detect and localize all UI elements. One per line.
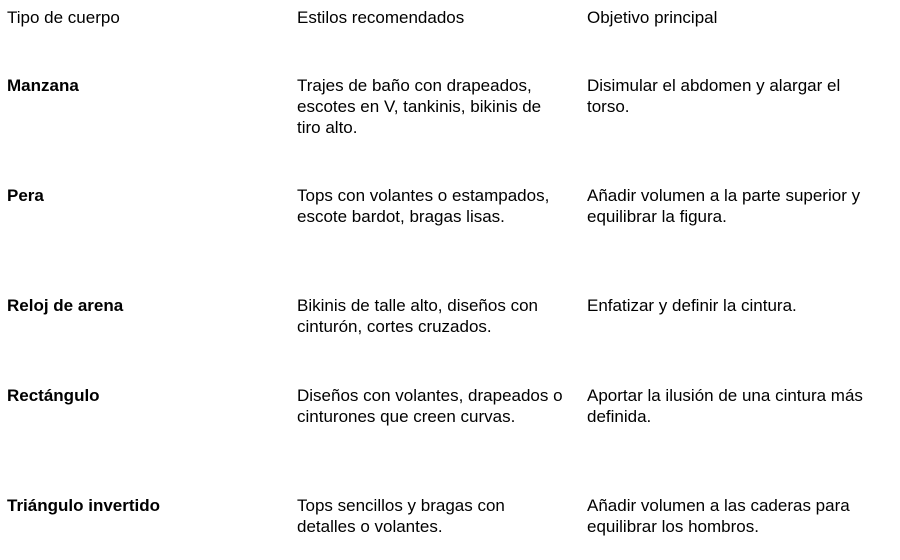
header-recommended-styles: Estilos recomendados: [297, 8, 465, 27]
goal-cell: Aportar la ilusión de una cintura más definida.: [587, 386, 863, 426]
styles-cell: Bikinis de talle alto, diseños con cinturón, cortes cruzados.: [297, 296, 538, 336]
goal-cell: Disimular el abdomen y alargar el torso.: [587, 76, 841, 116]
header-main-goal: Objetivo principal: [587, 8, 718, 27]
body-type-cell: Pera: [7, 186, 44, 205]
body-type-cell: Reloj de arena: [7, 296, 124, 315]
table-header-row: [0, 7, 900, 31]
goal-cell: Enfatizar y definir la cintura.: [587, 296, 797, 315]
header-body-type: Tipo de cuerpo: [7, 8, 120, 27]
styles-cell: Tops sencillos y bragas con detalles o volantes.: [297, 496, 505, 536]
goal-cell: Añadir volumen a la parte superior y equilibrar la figura.: [587, 186, 861, 226]
styles-cell: Tops con volantes o estampados, escote bardot, bragas lisas.: [297, 186, 550, 226]
styles-cell: Diseños con volantes, drapeados o cinturones que creen curvas.: [297, 386, 563, 426]
styles-cell: Trajes de baño con drapeados, escotes en V, tankinis, bikinis de tiro alto.: [297, 76, 542, 137]
body-type-cell: Triángulo invertido: [7, 496, 161, 515]
body-type-cell: Rectángulo: [7, 386, 100, 405]
body-type-cell: Manzana: [7, 76, 79, 95]
goal-cell: Añadir volumen a las caderas para equilibrar los hombros.: [587, 496, 850, 536]
